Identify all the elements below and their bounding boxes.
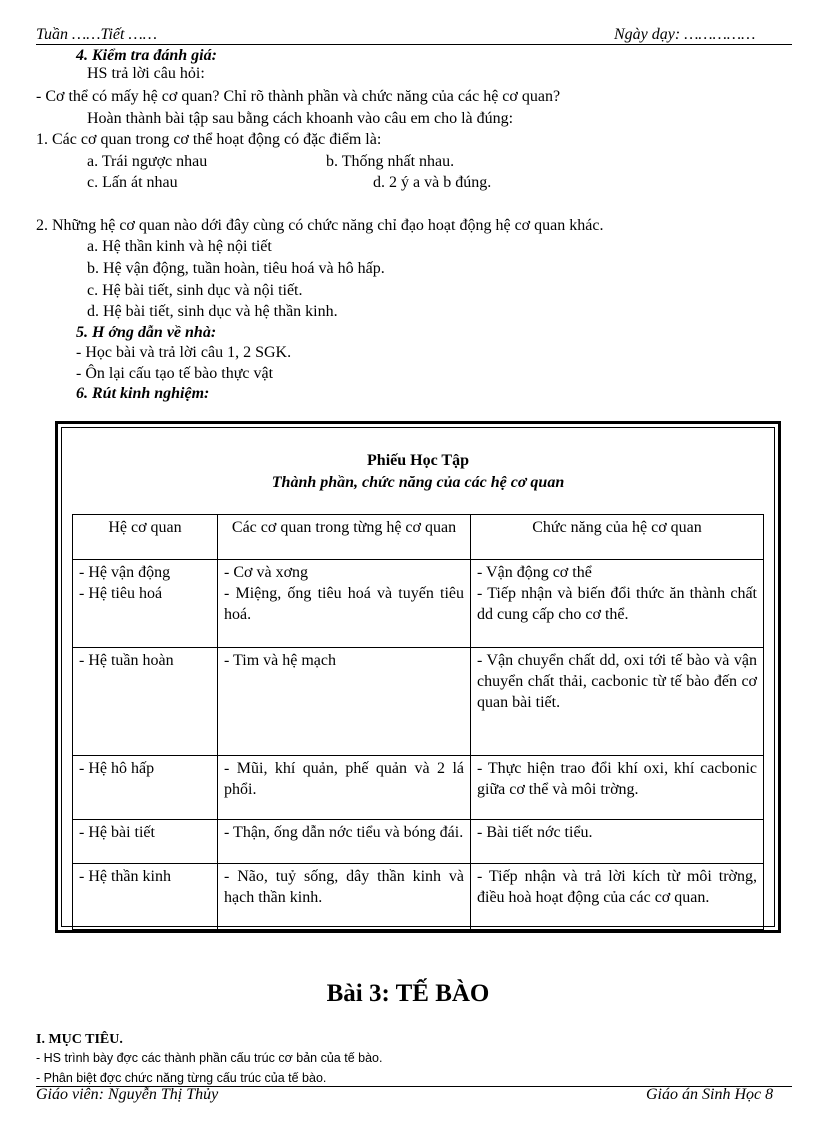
q2-option-a: a. Hệ thần kinh và hệ nội tiết bbox=[87, 238, 272, 255]
organs-cell: - Tim và hệ mạch bbox=[224, 652, 336, 669]
organs-cell: - Miệng, ống tiêu hoá và tuyến tiêu hoá. bbox=[224, 585, 464, 623]
organs-cell: - Não, tuỷ sống, dây thần kinh và hạch thần kinh. bbox=[224, 868, 464, 906]
q1-question: 1. Các cơ quan trong cơ thể hoạt động có đặc điểm là: bbox=[36, 131, 382, 148]
table-row bbox=[73, 648, 764, 756]
q2-option-b: b. Hệ vận động, tuần hoàn, tiêu hoá và hô hấp. bbox=[87, 260, 385, 277]
function-cell: - Tiếp nhận và trả lời kích từ môi trờng, điều hoà hoạt động của các cơ quan. bbox=[477, 868, 757, 906]
function-cell: - Vận chuyển chất dd, oxi tới tế bào và vận chuyển chất thải, cacbonic từ tế bào đến cơ quan bài tiết. bbox=[477, 652, 757, 711]
system-cell: - Hệ thần kinh bbox=[79, 868, 171, 885]
q2-option-c: c. Hệ bài tiết, sinh dục và nội tiết. bbox=[87, 282, 303, 299]
header-system: Hệ cơ quan bbox=[73, 515, 218, 560]
q1-option-b: b. Thống nhất nhau. bbox=[326, 153, 455, 170]
header-teaching-date: Ngày dạy: …………… bbox=[614, 26, 756, 43]
q1-option-a: a. Trái ngược nhau bbox=[87, 153, 208, 170]
q2-option-d: d. Hệ bài tiết, sinh dục và hệ thần kinh. bbox=[87, 303, 338, 320]
q2-question: 2. Những hệ cơ quan nào dới đây cùng có chức năng chỉ đạo hoạt động hệ cơ quan khác. bbox=[36, 217, 604, 234]
table-row bbox=[73, 756, 764, 820]
lesson-title bbox=[0, 980, 816, 1008]
organs-cell: - Cơ và xơng bbox=[224, 564, 309, 581]
header-rule bbox=[36, 44, 792, 45]
footer-teacher: Giáo viên: Nguyễn Thị Thủy bbox=[36, 1086, 219, 1103]
worksheet-title: Phiếu Học Tập bbox=[367, 452, 469, 469]
header-function: Chức năng của hệ cơ quan bbox=[471, 515, 764, 560]
function-cell: - Vận động cơ thể bbox=[477, 564, 592, 581]
section5-line1: - Học bài và trả lời câu 1, 2 SGK. bbox=[76, 344, 292, 361]
function-cell: - Thực hiện trao đổi khí oxi, khí cacbonic giữa cơ thể và môi trờng. bbox=[477, 760, 757, 798]
system-cell: - Hệ vận động bbox=[79, 564, 171, 581]
system-cell: - Hệ tuần hoàn bbox=[79, 652, 174, 669]
lesson-title-prefix: Bài 3 bbox=[326, 980, 382, 1007]
organs-cell: - Thận, ống dẫn nớc tiểu và bóng đái. bbox=[224, 824, 464, 841]
section5-line2: - Ôn lại cấu tạo tế bào thực vật bbox=[76, 365, 274, 382]
objective-1: - HS trình bày đợc các thành phần cấu trúc cơ bản của tế bào. bbox=[36, 1051, 383, 1065]
header-organs: Các cơ quan trong từng hệ cơ quan bbox=[218, 515, 471, 560]
system-cell: - Hệ bài tiết bbox=[79, 824, 155, 841]
table-header-row bbox=[73, 515, 764, 560]
lesson-title-main: : TẾ BÀO bbox=[381, 980, 490, 1007]
section4-title: 4. Kiểm tra đánh giá: bbox=[76, 47, 217, 64]
section4-line1: HS trả lời câu hỏi: bbox=[87, 65, 205, 82]
worksheet-subtitle: Thành phần, chức năng của các hệ cơ quan bbox=[271, 474, 565, 491]
system-cell: - Hệ hô hấp bbox=[79, 760, 155, 777]
objective-2: - Phân biệt đợc chức năng từng cấu trúc của tế bào. bbox=[36, 1071, 327, 1085]
footer-subject: Giáo án Sinh Học 8 bbox=[646, 1086, 774, 1103]
function-cell: - Bài tiết nớc tiểu. bbox=[477, 824, 593, 841]
section4-line3: Hoàn thành bài tập sau bằng cách khoanh vào câu em cho là đúng: bbox=[87, 110, 514, 127]
objectives-title: I. MỤC TIÊU. bbox=[36, 1032, 123, 1047]
section4-line2: - Cơ thể có mấy hệ cơ quan? Chỉ rõ thành phần và chức năng của các hệ cơ quan? bbox=[36, 88, 561, 105]
organs-cell: - Mũi, khí quản, phế quản và 2 lá phổi. bbox=[224, 760, 464, 798]
table-row bbox=[73, 820, 764, 864]
table-row bbox=[73, 560, 764, 648]
section5-title: 5. H ớng dẫn về nhà: bbox=[76, 324, 217, 341]
q1-option-c: c. Lấn át nhau bbox=[87, 174, 178, 191]
system-cell: - Hệ tiêu hoá bbox=[79, 585, 163, 602]
q1-option-d: d. 2 ý a và b đúng. bbox=[373, 174, 492, 191]
header-week-period: Tuần ……Tiết …… bbox=[36, 26, 157, 43]
table-row bbox=[73, 864, 764, 930]
section6-title: 6. Rút kinh nghiệm: bbox=[76, 385, 210, 402]
function-cell: - Tiếp nhận và biến đổi thức ăn thành chất dd cung cấp cho cơ thể. bbox=[477, 585, 757, 623]
organ-systems-table bbox=[72, 514, 764, 930]
